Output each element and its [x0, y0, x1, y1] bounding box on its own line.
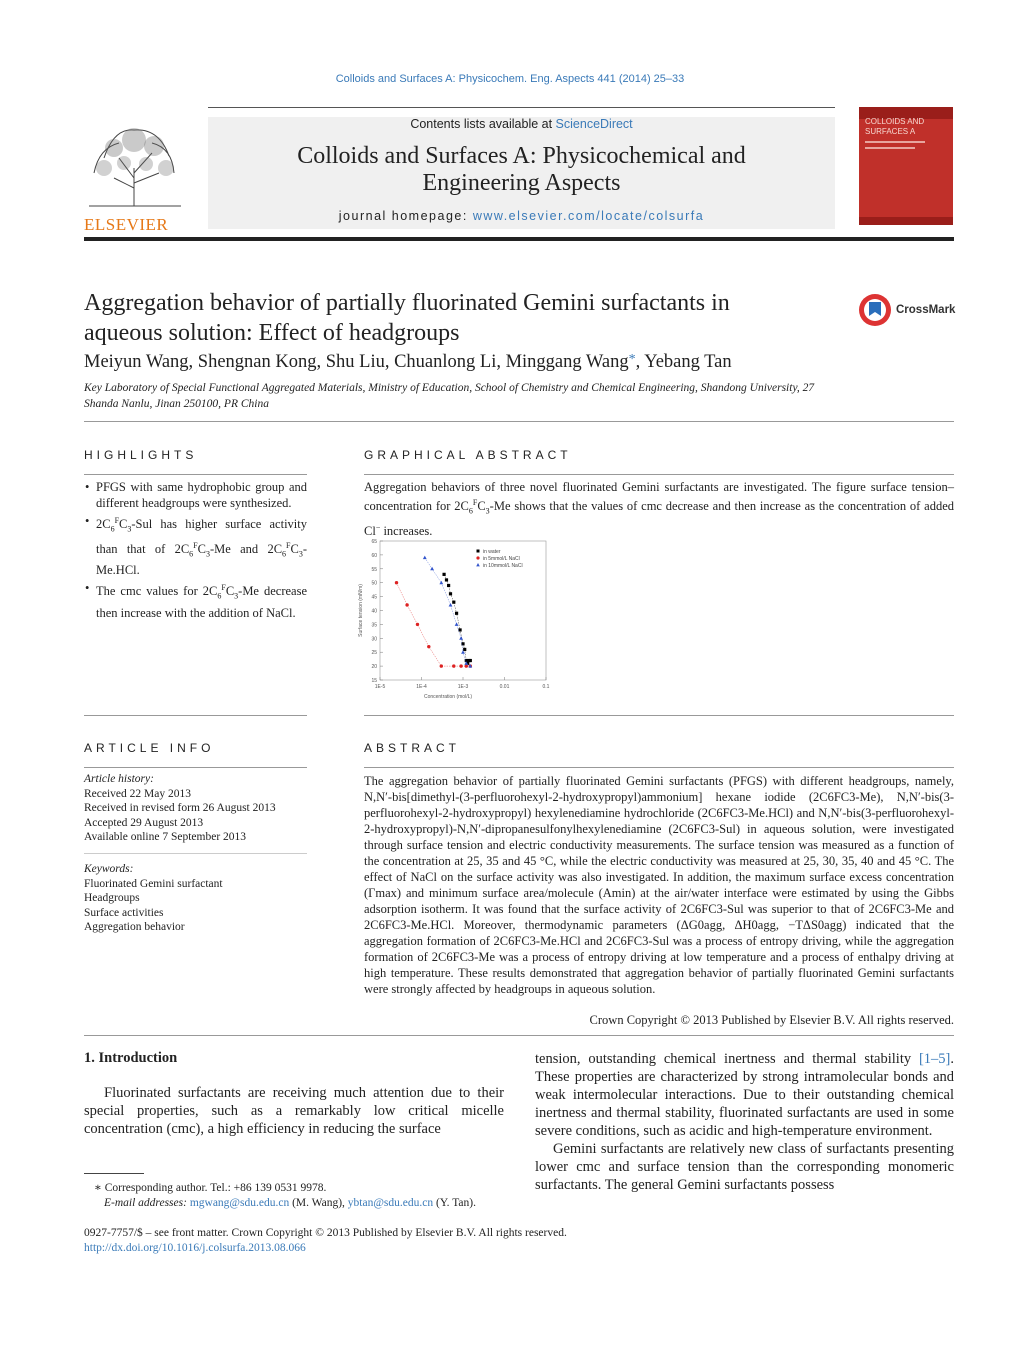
history-online: Available online 7 September 2013	[84, 831, 247, 843]
article-info-heading: ARTICLE INFO	[84, 741, 215, 755]
y-tick-label: 35	[371, 622, 377, 629]
y-tick-label: 20	[371, 664, 377, 671]
elsevier-logo	[84, 118, 186, 234]
authors-last: , Yebang Tan	[635, 352, 732, 372]
article-title-line2: aqueous solution: Effect of headgroups	[84, 320, 460, 346]
y-tick-label: 30	[371, 636, 377, 643]
legend-label: in 10mmol/L NaCl	[483, 562, 523, 569]
intro-right-p2: Gemini surfactants are relatively new class of surfactants presenting lower cmc and surface tension than the corresponding monomeric surfactants. The general Gemini surfactants possess	[535, 1141, 954, 1193]
data-point	[452, 664, 455, 667]
data-point	[465, 664, 468, 667]
corresponding-note: ∗ Corresponding author. Tel.: +86 139 0531 9978.	[94, 1182, 327, 1194]
keyword-item: Headgroups	[84, 892, 140, 904]
homepage-link[interactable]: www.elsevier.com/locate/colsurfa	[472, 209, 705, 223]
email-owner-wang: (M. Wang),	[289, 1197, 348, 1209]
homepage-prefix: journal homepage:	[338, 209, 473, 223]
keyword-item: Fluorinated Gemini surfactant	[84, 877, 223, 890]
cover-title-line2: SURFACES A	[865, 127, 916, 136]
y-tick-label: 45	[371, 594, 377, 601]
intro-right-col	[535, 1050, 954, 1194]
authors-main: Meiyun Wang, Shengnan Kong, Shu Liu, Chuanlong Li, Minggang Wang	[84, 352, 629, 372]
data-point	[423, 556, 427, 560]
legend-label: in 5mmol/L NaCl	[483, 555, 520, 562]
intro-p1-rest: . These properties are characterized by strong intramolecular bonds and weak intermolecular interactions. Due to their outstanding chemical inertness and thermal stability, fluorinated surfactants are used in some severe conditions, such as acidic and high-temperature environment.	[535, 1051, 954, 1139]
header-thick-rule	[84, 237, 954, 241]
keyword-item: Aggregation behavior	[84, 921, 185, 933]
x-tick-label: 0.1	[542, 684, 550, 690]
footnote	[84, 1181, 524, 1211]
corresponding-star[interactable]: *	[628, 352, 636, 367]
y-tick-label: 25	[371, 650, 377, 657]
highlight-item: • The cmc values for $2C_6^FC_3-Me$ decrease then increase with the addition of NaCl.	[96, 580, 307, 621]
journal-name-line1: Colloids and Surfaces A: Physicochemical and	[297, 143, 746, 169]
legend-marker	[476, 563, 480, 566]
intro-left-paragraph: Fluorinated surfactants are receiving much attention due to their special properties, such as a remarkably low critical micelle concentration (cmc), a high efficiency in reducing the surface	[84, 1085, 504, 1137]
series-line	[397, 583, 471, 666]
article-info-rule	[84, 767, 307, 768]
data-point	[449, 603, 453, 607]
keywords-rule	[84, 853, 307, 854]
email-link-tan[interactable]: ybtan@sdu.edu.cn	[347, 1197, 434, 1209]
author-list	[84, 352, 732, 373]
keyword-item: Surface activities	[84, 906, 164, 919]
history-label: Article history:	[84, 773, 154, 785]
article-history	[84, 772, 307, 845]
abstract-heading: ABSTRACT	[364, 741, 461, 755]
x-tick-label: 0.01	[499, 684, 510, 690]
legend-marker	[476, 556, 479, 559]
data-point	[458, 628, 461, 631]
data-point	[439, 581, 443, 585]
abstract-copyright: Crown Copyright © 2013 Published by Elsevier B.V. All rights reserved.	[589, 1013, 954, 1027]
data-point	[459, 664, 462, 667]
data-point	[449, 592, 452, 595]
legend-marker	[477, 550, 480, 553]
journal-cover[interactable]	[859, 107, 953, 225]
email-label: E-mail addresses:	[104, 1197, 190, 1209]
highlights-rule	[84, 474, 307, 475]
legend-label: in water	[483, 548, 501, 555]
cover-title-line1: COLLOIDS AND	[865, 117, 925, 126]
abstract-bottom-rule	[84, 1035, 954, 1036]
x-tick-label: 1E-3	[457, 684, 469, 690]
data-point	[463, 648, 466, 651]
affiliation-line1: Key Laboratory of Special Functional Aggregated Materials, Ministry of Education, School of Chemistry and Chemical Engineering, Shandong University, 27	[84, 382, 815, 394]
ref-link[interactable]: [1–5]	[918, 1051, 951, 1067]
series-line	[444, 574, 470, 663]
crossmark-label: CrossMark	[896, 304, 956, 316]
graphical-abstract-heading: GRAPHICAL ABSTRACT	[364, 448, 572, 462]
highlights-heading: HIGHLIGHTS	[84, 448, 198, 462]
col-right-rule	[364, 715, 954, 716]
intro-right-p1	[535, 1050, 954, 1140]
highlights-list	[84, 479, 307, 623]
history-accepted: Accepted 29 August 2013	[84, 816, 204, 829]
elsevier-tree-icon	[84, 118, 186, 210]
y-tick-label: 65	[371, 539, 377, 545]
data-point	[427, 645, 430, 648]
affiliation	[84, 380, 954, 412]
x-axis-label: Concentration (mol/L)	[423, 694, 473, 700]
data-point	[440, 664, 443, 667]
graphical-abstract-rule	[364, 474, 954, 475]
y-axis-label: Surface tension (mN/m)	[358, 584, 364, 637]
doi-link[interactable]: http://dx.doi.org/10.1016/j.colsurfa.2013.08.066	[84, 1242, 306, 1254]
data-point	[445, 578, 448, 581]
x-tick-label: 1E-4	[416, 684, 427, 690]
journal-citation[interactable]: Colloids and Surfaces A: Physicochem. Eng. Aspects 441 (2014) 25–33	[335, 73, 685, 85]
data-point	[455, 622, 459, 626]
data-point	[416, 623, 419, 626]
email-line	[84, 1196, 524, 1211]
crossmark-icon	[858, 292, 892, 328]
history-revised: Received in revised form 26 August 2013	[84, 802, 276, 814]
y-tick-label: 60	[371, 552, 377, 559]
data-point	[452, 601, 455, 604]
keywords-label: Keywords:	[84, 863, 134, 875]
y-tick-label: 40	[371, 608, 377, 615]
y-tick-label: 15	[371, 678, 377, 684]
col-left-rule	[84, 715, 307, 716]
data-point	[447, 584, 450, 587]
email-link-wang[interactable]: mgwang@sdu.edu.cn	[189, 1197, 290, 1209]
journal-name-line2: Engineering Aspects	[422, 170, 621, 196]
crossmark-badge[interactable]	[858, 292, 958, 328]
affiliation-rule	[84, 421, 954, 422]
data-point	[395, 581, 398, 584]
contents-line	[208, 117, 835, 131]
surface-tension-chart	[356, 535, 556, 703]
history-received: Received 22 May 2013	[84, 787, 191, 800]
data-point	[459, 636, 463, 640]
footer	[84, 1226, 954, 1256]
data-point	[442, 573, 445, 576]
data-point	[469, 659, 472, 662]
article-title	[84, 288, 834, 348]
data-point	[455, 612, 458, 615]
highlight-item: • PFGS with same hydrophobic group and different headgroups were synthesized.	[96, 479, 307, 511]
banner-top-rule	[208, 107, 835, 108]
graphical-abstract-text: Aggregation behaviors of three novel fluorinated Gemini surfactants are investigated. The figure surface tension–concentration for $2C_6^FC_3-Me$ shows that the values of cmc decrease and then increase as the concentration of added Cl− increases.	[364, 480, 955, 538]
abstract-rule	[364, 767, 954, 768]
y-tick-label: 50	[371, 580, 377, 587]
affiliation-line2: Shanda Nanlu, Jinan 250100, PR China	[84, 398, 269, 410]
footnote-rule	[84, 1173, 144, 1174]
x-tick-label: 1E-5	[374, 684, 386, 690]
data-point	[405, 603, 408, 606]
homepage-line	[208, 209, 835, 223]
abstract-text: The aggregation behavior of partially fluorinated Gemini surfactants (PFGS) with different headgroups, namely, N,N′-bis[dimethyl-(3-perfluorohexyl-2-hydroxypropyl)ammonium] hexane iodide (2C6FC3-Me), N,N′-bis(3-perfluorohexyl-2-hydroxypropyl) hexylenediamine hydrochloride (2C6FC3-Me.HCl) and N,N′-bis(3-perfluorohexyl-2-hydroxypropyl)-N,N′-dipropanesulfonylhexylenediamine (2C6FC3-Sul) in aqueous solution, were investigated through surface tension and electric conductivity measurements. The surface tension was measured as a function of the concentration at 25, 35 and 45 °C, while the electric conductivity was measured at 25, 30, 35, 40 and 45 °C. The effect of NaCl on the surface activity was also investigated. In addition, the maximum surface excess concentration (Γmax) and minimum surface area/molecule (Amin) at the air/water interface were estimated by using the Gibbs adsorption isotherm. It was found that the surface activity of 2C6FC3-Sul was superior to that of 2C6FC3-Me and 2C6FC3-Me.HCl. Moreover, thermodynamic parameters (ΔG0agg, ΔH0agg, −TΔS0agg) indicated that the aggregation formation of 2C6FC3-Me.HCl and 2C6FC3-Sul was a process of entropy driving, while the aggregation formation of 2C6FC3-Me was a process of entropy driving at low temperature and a process of enthalpy driving at high temperature. These results demonstrated that aggregation behavior of partially fluorinated Gemini surfactants were strongly affected by headgroups in aqueous solution.	[364, 774, 954, 996]
contents-prefix: Contents lists available at	[410, 117, 556, 131]
y-tick-label: 55	[371, 566, 377, 573]
intro-heading: 1. Introduction	[84, 1050, 178, 1066]
sciencedirect-link[interactable]: ScienceDirect	[555, 117, 633, 131]
publisher-wordmark: ELSEVIER	[84, 215, 169, 234]
data-point	[430, 567, 434, 571]
article-title-line1: Aggregation behavior of partially fluorinated Gemini surfactants in	[84, 290, 730, 316]
journal-name	[208, 143, 835, 197]
email-owner-tan: (Y. Tan).	[433, 1197, 476, 1209]
keywords	[84, 862, 307, 935]
issn-line: 0927-7757/$ – see front matter. Crown Copyright © 2013 Published by Elsevier B.V. All rights reserved.	[84, 1227, 567, 1239]
journal-banner	[208, 117, 835, 229]
highlight-item: • $2C_6^FC_3$-Sul has higher surface activity than that of $2C_6^FC_3-Me$ and $2C_6^FC_3-Me.HCl$.	[96, 513, 307, 578]
intro-p1-start: tension, outstanding chemical inertness and thermal stability	[535, 1051, 919, 1067]
